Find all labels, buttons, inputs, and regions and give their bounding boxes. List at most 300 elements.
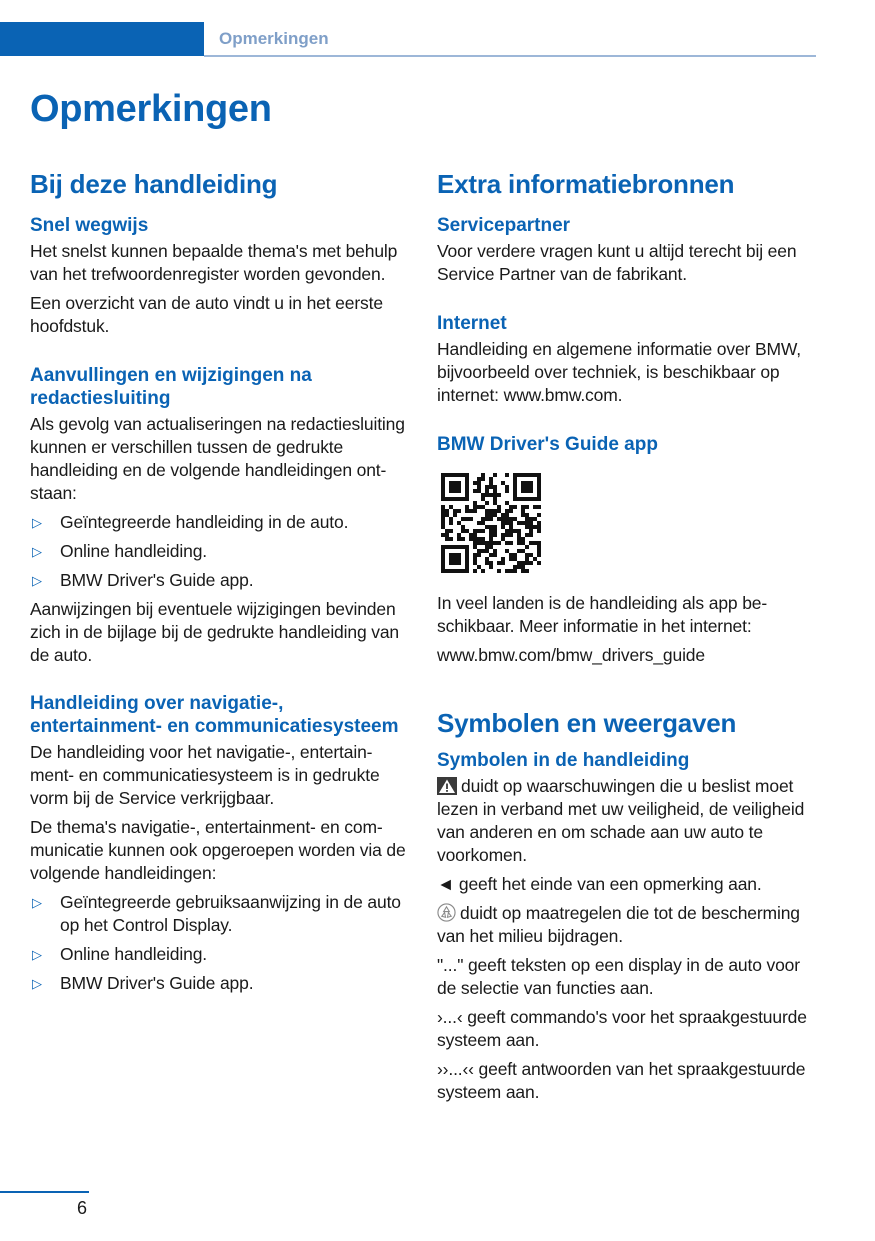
qr-module [477,505,481,509]
qr-module [489,477,493,481]
qr-module [537,513,541,517]
qr-module [537,561,541,565]
qr-module [525,505,529,509]
qr-module [513,569,517,573]
qr-module [445,537,449,541]
qr-module [493,473,497,477]
qr-module [465,485,469,489]
page-number: 6 [77,1198,88,1218]
qr-module [513,477,517,481]
qr-module [469,509,473,513]
qr-module [469,533,473,537]
qr-module [517,565,521,569]
qr-module [449,489,453,493]
qr-module [485,517,489,521]
qr-module [533,541,537,545]
qr-module [513,553,517,557]
qr-module [453,497,457,501]
qr-module [537,489,541,493]
qr-module [529,485,533,489]
subheading-app: BMW Driver's Guide app [437,434,658,455]
paragraph: Handleiding en algemene informatie over BMW, bijvoorbeeld over techniek, is beschikbaar op internet: www.bmw.com. [437,339,802,405]
qr-module [449,561,453,565]
qr-module [489,553,493,557]
qr-module [533,525,537,529]
qr-module [537,541,541,545]
qr-module [461,517,465,521]
qr-module [477,549,481,553]
qr-module [489,509,493,513]
qr-module [441,561,445,565]
left-column [30,166,410,1020]
qr-module [441,533,445,537]
qr-module [469,517,473,521]
qr-module [505,513,509,517]
paragraph-eco: duidt op maatregelen die tot de bescherming van het milieu bijdragen. [437,903,800,946]
qr-module [525,473,529,477]
paragraph: De thema's navigatie-, entertainment- en communicatie kunnen ook opgeroepen worden via de volgende handleidingen: [30,817,406,883]
section-internet [437,312,817,407]
qr-module [505,541,509,545]
qr-module [537,497,541,501]
qr-module [457,509,461,513]
qr-module [477,565,481,569]
qr-module [513,529,517,533]
header-rule [204,55,816,57]
paragraph: In veel landen is de handleiding als app beschikbaar. Meer informatie in het internet: [437,593,768,636]
qr-module [517,473,521,477]
qr-module [457,521,461,525]
qr-module [525,533,529,537]
qr-module [517,533,521,537]
qr-module [485,525,489,529]
qr-module [473,489,477,493]
list-item: ▷ Geïntegreerde handleiding in de auto. [32,512,349,532]
qr-module [513,565,517,569]
qr-module [449,505,453,509]
section-aanvullingen [30,364,410,667]
qr-module [469,537,473,541]
qr-module [501,521,505,525]
qr-module [453,557,457,561]
qr-module [457,489,461,493]
qr-module [473,545,477,549]
section-app [437,433,817,667]
paragraph: Het snelst kunnen bepaalde thema's met behulp van het trefwoordenregister worden gevonden. [30,241,398,284]
qr-module [521,489,525,493]
qr-module [485,561,489,565]
qr-module [513,505,517,509]
qr-module [489,529,493,533]
qr-module [457,473,461,477]
qr-module [521,513,525,517]
qr-module [525,521,529,525]
qr-module [445,509,449,513]
paragraph: Aanwijzingen bij eventuele wijzigingen bevinden zich in de bijlage bij de gedrukte handleiding van de auto. [30,599,400,665]
qr-module [441,473,445,477]
qr-module [457,569,461,573]
qr-module [521,549,525,553]
qr-module [505,529,509,533]
qr-module [533,505,537,509]
qr-module [485,557,489,561]
qr-module [453,553,457,557]
qr-module [485,489,489,493]
qr-module [521,541,525,545]
qr-module [489,493,493,497]
qr-module [465,505,469,509]
qr-module [489,561,493,565]
qr-module [461,529,465,533]
qr-module [461,473,465,477]
warning-triangle-icon [437,777,457,795]
subheading-snel-wegwijs: Snel wegwijs [30,215,149,236]
qr-module [461,497,465,501]
header-bar [0,22,204,56]
footer-rule [0,1191,89,1193]
qr-module [517,549,521,553]
qr-module [449,481,453,485]
right-column [437,166,817,1129]
qr-module [453,473,457,477]
qr-module [473,553,477,557]
qr-module [449,569,453,573]
subheading-servicepartner: Servicepartner [437,215,571,236]
qr-module [489,517,493,521]
qr-module [525,481,529,485]
qr-module [461,545,465,549]
qr-module [521,565,525,569]
qr-module [517,561,521,565]
qr-module [493,553,497,557]
paragraph-commands: ›...‹ geeft commando's voor het spraakgestuurde systeem aan. [437,1007,807,1050]
qr-module [537,545,541,549]
qr-module [465,553,469,557]
qr-module [453,509,457,513]
list-item: ▷ Geïntegreerde gebruiksaanwijzing in de auto op het Control Display. [32,892,401,935]
qr-module [449,557,453,561]
qr-module [473,533,477,537]
qr-module [525,517,529,521]
paragraph-answers: ››...‹‹ geeft antwoorden van het spraakgestuurde systeem aan. [437,1059,806,1102]
qr-module [473,541,477,545]
qr-module [477,529,481,533]
qr-module [525,485,529,489]
qr-module [461,537,465,541]
qr-module [461,525,465,529]
section-navigatie [30,692,410,995]
qr-module [485,509,489,513]
qr-module [477,537,481,541]
qr-module [537,477,541,481]
qr-module [533,557,537,561]
qr-module [481,517,485,521]
qr-module [481,477,485,481]
qr-module [493,513,497,517]
triangle-bullet-icon: ▷ [32,947,42,962]
subheading-symbolen: Symbolen in de handleiding [437,750,690,771]
qr-module [537,473,541,477]
qr-module [441,545,445,549]
qr-module [521,481,525,485]
recycle-icon [437,903,456,922]
subheading-aanvullingen: Aanvullingen en wijzigingen na redactiesluiting [30,365,312,409]
qr-module [493,509,497,513]
qr-module [513,497,517,501]
paragraph-end: ◄ geeft het einde van een opmerking aan. [437,874,762,894]
qr-module [449,545,453,549]
triangle-bullet-icon: ▷ [32,976,42,991]
qr-module [493,529,497,533]
qr-module [449,521,453,525]
qr-module [537,549,541,553]
qr-code [441,473,541,573]
qr-module [481,541,485,545]
qr-module [445,533,449,537]
app-url: www.bmw.com/bmw_drivers_guide [437,645,705,665]
qr-module [501,525,505,529]
bullet-list [30,511,410,592]
qr-module [465,561,469,565]
qr-module [449,517,453,521]
qr-module [533,497,537,501]
qr-module [441,489,445,493]
qr-module [517,521,521,525]
qr-module [465,517,469,521]
triangle-bullet-icon: ▷ [32,515,42,530]
qr-module [453,545,457,549]
paragraph: De handleiding voor het navigatie-, entertainment- en communicatiesysteem is in gedrukte vorm bij de Service verkrijgbaar. [30,742,380,808]
qr-module [513,485,517,489]
qr-module [485,493,489,497]
qr-module [465,509,469,513]
paragraph: Een overzicht van de auto vindt u in het eerste hoofdstuk. [30,293,383,336]
qr-module [525,557,529,561]
qr-module [521,509,525,513]
qr-module [477,481,481,485]
qr-module [465,549,469,553]
qr-module [493,549,497,553]
qr-module [497,509,501,513]
qr-module [505,485,509,489]
qr-module [497,517,501,521]
list-item: ▷ Online handleiding. [32,944,207,964]
qr-module [537,481,541,485]
qr-module [521,521,525,525]
qr-module [509,553,513,557]
qr-module [529,517,533,521]
qr-module [441,517,445,521]
header-section-label: Opmerkingen [219,29,329,48]
qr-module [533,473,537,477]
qr-module [537,553,541,557]
qr-module [449,497,453,501]
qr-module [493,497,497,501]
qr-module [465,565,469,569]
qr-module [481,537,485,541]
qr-module [465,477,469,481]
qr-module [513,493,517,497]
paragraph: Als gevolg van actualiseringen na redactiesluiting kunnen er verschillen tussen de gedrukte handleiding en de volgende handleidingen ontstaan: [30,414,405,503]
qr-module [513,489,517,493]
paragraph-warning: duidt op waarschuwingen die u beslist moet lezen in verband met uw veiligheid, de veiligheid van anderen en om schade aan uw auto te voorkomen. [437,776,805,865]
qr-module [481,505,485,509]
qr-module [489,541,493,545]
qr-module [445,497,449,501]
qr-module [525,561,529,565]
qr-module [521,485,525,489]
qr-module [505,521,509,525]
qr-module [441,521,445,525]
list-item: ▷ BMW Driver's Guide app. [32,973,254,993]
qr-module [477,477,481,481]
qr-module [441,513,445,517]
qr-module [473,557,477,561]
qr-module [457,481,461,485]
qr-module [509,569,513,573]
qr-module [489,513,493,517]
qr-module [489,481,493,485]
qr-module [537,525,541,529]
triangle-bullet-icon: ▷ [32,895,42,910]
qr-module [517,529,521,533]
qr-module [501,537,505,541]
qr-module [493,525,497,529]
heading-bij-deze-handleiding: Bij deze handleiding [30,169,278,199]
qr-module [477,489,481,493]
qr-module [457,485,461,489]
qr-module [505,569,509,573]
qr-module [509,533,513,537]
qr-module [521,505,525,509]
qr-module [537,505,541,509]
qr-module [517,541,521,545]
qr-module [505,549,509,553]
qr-module [497,493,501,497]
qr-module [453,513,457,517]
qr-module [453,561,457,565]
qr-module [505,517,509,521]
qr-module [465,489,469,493]
qr-module [441,549,445,553]
qr-module [537,521,541,525]
qr-module [529,481,533,485]
qr-module [485,501,489,505]
qr-module [441,565,445,569]
qr-module [441,481,445,485]
qr-module [465,481,469,485]
qr-module [453,481,457,485]
qr-module [485,541,489,545]
qr-module [481,473,485,477]
qr-module [445,545,449,549]
qr-module [505,489,509,493]
qr-module [441,505,445,509]
qr-module [525,497,529,501]
qr-module [465,529,469,533]
qr-module [457,557,461,561]
qr-module [489,565,493,569]
qr-module [489,533,493,537]
qr-module [473,509,477,513]
qr-module [533,517,537,521]
heading-symbolen-en-weergaven: Symbolen en weergaven [437,708,737,738]
qr-module [441,569,445,573]
qr-module [529,489,533,493]
qr-module [449,553,453,557]
qr-module [485,549,489,553]
qr-module [445,473,449,477]
qr-module [473,569,477,573]
qr-module [529,541,533,545]
qr-module [501,517,505,521]
qr-module [529,521,533,525]
qr-module [505,509,509,513]
section-snel-wegwijs [30,214,410,338]
qr-module [489,545,493,549]
qr-module [457,545,461,549]
qr-module [509,541,513,545]
qr-module [513,517,517,521]
qr-module [493,493,497,497]
qr-module [509,521,513,525]
qr-module [489,485,493,489]
list-item: ▷ BMW Driver's Guide app. [32,570,254,590]
qr-module [505,533,509,537]
qr-module [453,489,457,493]
qr-module [521,561,525,565]
qr-module [525,569,529,573]
qr-module [509,509,513,513]
qr-module [517,537,521,541]
qr-module [505,473,509,477]
qr-module [465,497,469,501]
list-item: ▷ Online handleiding. [32,541,207,561]
qr-module [537,493,541,497]
qr-module [485,545,489,549]
qr-module [445,529,449,533]
heading-extra-informatiebronnen: Extra informatiebronnen [437,169,735,199]
qr-module [493,489,497,493]
qr-module [453,485,457,489]
qr-module [441,497,445,501]
qr-module [525,489,529,493]
qr-module [477,485,481,489]
subheading-navigatie: Handleiding over navigatie-, entertainment- en communicatiesysteem [30,693,399,737]
qr-module [449,529,453,533]
subheading-internet: Internet [437,313,507,334]
qr-module [485,513,489,517]
qr-module [449,537,453,541]
qr-module [449,473,453,477]
qr-module [529,525,533,529]
qr-module [509,517,513,521]
qr-module [465,545,469,549]
qr-module [477,541,481,545]
qr-module [493,541,497,545]
qr-module [457,497,461,501]
qr-module [529,561,533,565]
qr-module [501,533,505,537]
qr-module [513,481,517,485]
qr-module [465,493,469,497]
qr-module [525,525,529,529]
qr-module [525,553,529,557]
qr-module [521,497,525,501]
qr-module [449,485,453,489]
qr-module [473,529,477,533]
qr-module [525,513,529,517]
